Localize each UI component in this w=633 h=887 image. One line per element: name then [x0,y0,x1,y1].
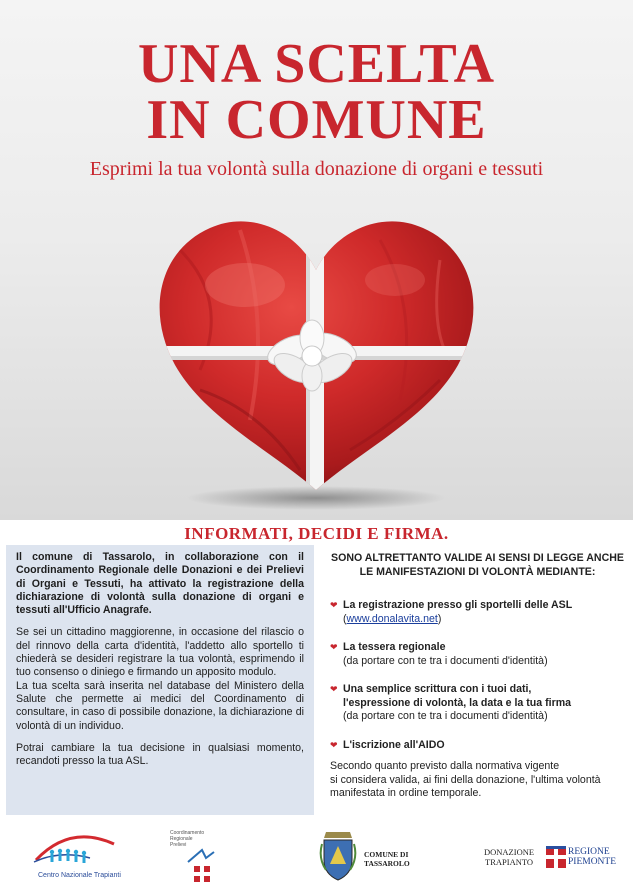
alternatives-heading: SONO ALTRETTANTO VALIDE AI SENSI DI LEGGE ANCHE LE MANIFESTAZIONI DI VOLONTÀ MEDIANTE: [331,552,624,578]
cnt-logo-icon [30,830,120,872]
footer-logos [0,820,633,887]
cnt-label: Centro Nazionale Trapianti [38,872,121,879]
tassarolo-crest-icon [318,824,358,882]
comune-label: COMUNE DI TASSAROLO [364,850,410,868]
info-paragraph-intro: Il comune di Tassarolo, in collaborazione con il Coordinamento Regionale delle Donazioni e dei Prelievi di Organi e Tessuti, ha attivato la registrazione della dichiarazione di volontà sulla donazione di organi e tessuti all'Ufficio Anagrafe. [16,551,304,617]
info-paragraph-change: Potrai cambiare la tua decisione in qualsiasi momento, recandoti presso la tua ASL. [16,741,304,768]
info-paragraph-procedure: Se sei un cittadino maggiorenne, in occasione del rilascio o del rinnovo della carta d'identità, l'addetto allo sportello ti chiederà se desideri registrare la tua volontà, esprimendo il tuo consenso o diniego e firmando un apposito modulo. [16,626,304,679]
list-item-title: La registrazione presso gli sportelli delle ASL [343,599,573,611]
list-item [330,641,625,668]
list-item-note: (da portare con te tra i documenti d'identità) [343,654,548,667]
list-item-title-cont: l'espressione di volontà, la data e la tua firma [343,696,572,709]
list-item-title: La tessera regionale [343,641,446,653]
list-item-title: Una semplice scrittura con i tuoi dati, [343,683,532,695]
list-item-note: (da portare con te tra i documenti d'identità) [343,710,548,722]
info-paragraph-database: La tua scelta sarà inserita nel database del Ministero della Salute che permette ai medici del Coordinamento di consultare, in caso di possibile donazione, la dichiarazione di volontà di un individuo. [16,679,304,732]
section-heading: INFORMATI, DECIDI E FIRMA. [184,524,449,543]
heart-bullet-icon: ❤ [330,642,338,652]
donalavita-link[interactable]: www.donalavita.net [346,612,438,625]
page-title-line-2: IN COMUNE [146,89,487,151]
regione-piemonte-label: REGIONE PIEMONTE [568,847,617,867]
legal-note: Secondo quanto previsto dalla normativa vigente si considera valida, ai fini della donazione, l'ultima volontà manifestata in ordine temporale. [330,760,601,799]
heart-gift-image [0,190,633,520]
list-item: ❤ La registrazione presso gli sportelli delle ASL (www.donalavita.net) [330,599,625,626]
list-item [330,739,625,753]
page-subtitle: Esprimi la tua volontà sulla donazione di organi e tessuti [89,158,544,180]
piemonte-flag-icon [546,846,566,868]
page-title-line-1: UNA SCELTA [137,33,496,95]
heart-bullet-icon: ❤ [330,739,338,750]
coordinamento-label: Coordinamento Regionale Prelievi [170,830,205,848]
heart-bullet-icon: ❤ [330,684,338,694]
alternatives-section [330,552,625,801]
donazione-trapianto-label: DONAZIONE TRAPIANTO [484,847,535,867]
coordinamento-logo-icon [184,844,220,886]
heart-bullet-icon: ❤ [330,600,338,610]
heart-gift-icon [0,190,633,520]
list-item [330,683,625,724]
info-box [6,545,314,815]
list-item-title: L'iscrizione all'AIDO [343,738,445,751]
